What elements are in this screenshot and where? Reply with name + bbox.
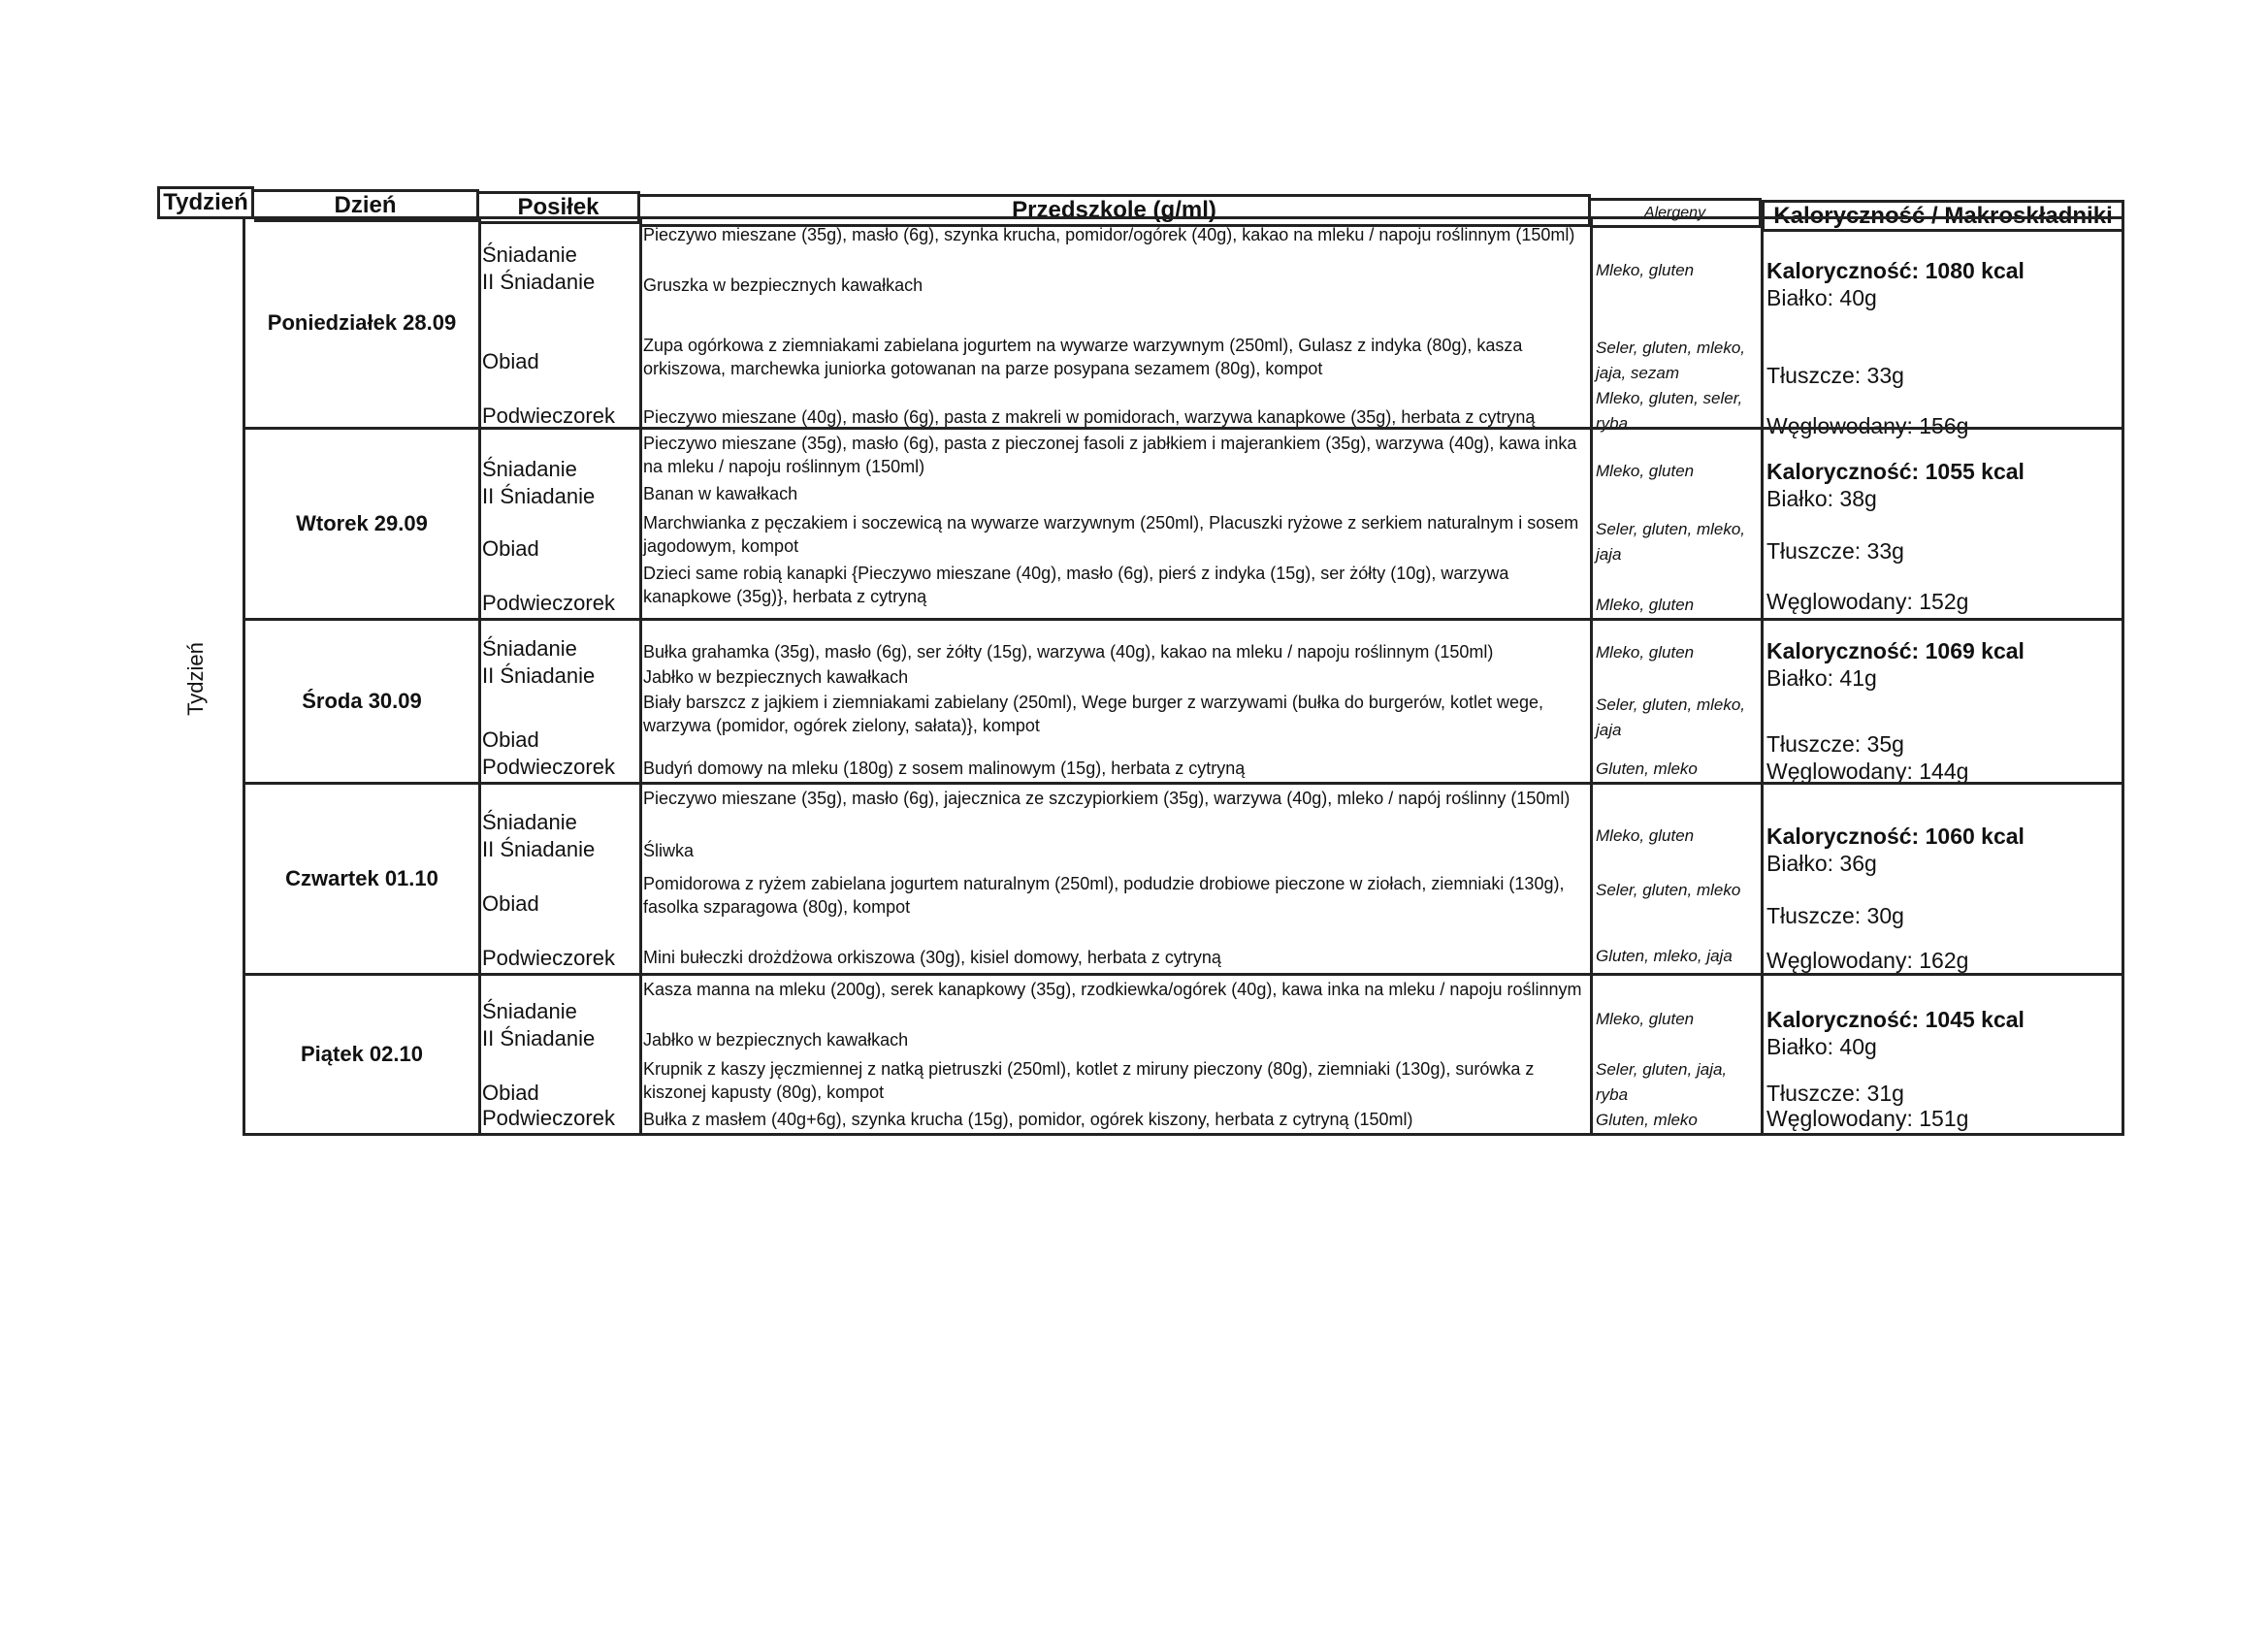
allergen-text: Mleko, gluten, seler, ryba (1596, 389, 1743, 433)
allergen-text: Seler, gluten, mleko (1596, 881, 1741, 899)
menu-item: Śliwka (643, 841, 695, 860)
menu-item: Pieczywo mieszane (35g), masło (6g), pasta z pieczonej fasoli z jabłkiem i majerankiem (35g), warzywa (40g), kawa inka na mleku / napoju roślinnym (150ml) (643, 434, 1577, 476)
day-name: Poniedziałek 28.09 (245, 219, 481, 427)
meal-column (478, 219, 642, 427)
meal-label: II Śniadanie (482, 663, 596, 688)
meal-label: Śniadanie (482, 636, 577, 661)
menu-item: Jabłko w bezpiecznych kawałkach (643, 667, 909, 687)
allergen-text: Seler, gluten, mleko, jaja (1596, 695, 1746, 739)
protein-value: Białko: 40g (1766, 285, 1877, 310)
allergens-column (1590, 219, 1764, 433)
allergen-text: Gluten, mleko (1596, 759, 1698, 778)
carbs-value: Węglowodany: 151g (1766, 1106, 1969, 1131)
menu-item: Pieczywo mieszane (35g), masło (6g), szynka krucha, pomidor/ogórek (40g), kakao na mleku / napoju roślinnym (150ml) (643, 225, 1575, 244)
meal-column (478, 621, 642, 782)
fat-value: Tłuszcze: 31g (1766, 1081, 1904, 1106)
menu-item: Pieczywo mieszane (35g), masło (6g), jajecznica ze szczypiorkiem (35g), warzywa (40g), mleko / napój roślinny (150ml) (643, 789, 1571, 808)
menu-item: Dzieci same robią kanapki {Pieczywo mieszane (40g), masło (6g), pierś z indyka (15g), ser żółty (10g), warzywa kanapkowe (35g)}, herbata z cytryną (643, 564, 1509, 606)
allergen-text: Gluten, mleko, jaja (1596, 947, 1733, 965)
allergens-column (1590, 430, 1764, 618)
menu-item: Gruszka w bezpiecznych kawałkach (643, 275, 923, 295)
menu-item: Marchwianka z pęczakiem i soczewicą na wywarze warzywnym (250ml), Placuszki ryżowe z serkiem naturalnym i sosem jagodowym, kompot (643, 513, 1579, 556)
day-name: Piątek 02.10 (245, 976, 481, 1133)
meal-label: Podwieczorek (482, 591, 615, 615)
carbs-value: Węglowodany: 156g (1766, 413, 1969, 438)
meal-column (478, 430, 642, 618)
menu-item: Krupnik z kaszy jęczmiennej z natką pietruszki (250ml), kotlet z miruny pieczony (80g), ziemniaki (130g), surówka z kiszonej kapusty (80g), kompot (643, 1059, 1535, 1102)
carbs-value: Węglowodany: 152g (1766, 589, 1969, 614)
allergens-column (1590, 621, 1764, 782)
menu-grid (243, 216, 2124, 1146)
menu-item: Pomidorowa z ryżem zabielana jogurtem naturalnym (250ml), podudzie drobiowe pieczone w ziołach, ziemniaki (130g), fasolka szparagowa (80g), kompot (643, 874, 1565, 917)
day-row-wednesday (243, 618, 2124, 785)
protein-value: Białko: 40g (1766, 1034, 1877, 1059)
menu-item: Zupa ogórkowa z ziemniakami zabielana jogurtem na wywarze warzywnym (250ml), Gulasz z indyka (80g), kasza orkiszowa, marchewka juniorka gotowanan na parze posypana sezamem (80g), kompot (643, 336, 1523, 378)
day-name: Środa 30.09 (245, 621, 481, 782)
header-menu: Przedszkole (g/ml) (640, 194, 1591, 227)
kcal-value: Kaloryczność: 1069 kcal (1766, 638, 2025, 663)
header-week: Tydzień (157, 186, 254, 219)
meal-label: Podwieczorek (482, 755, 615, 779)
meal-label: Obiad (482, 536, 539, 561)
meal-label: Śniadanie (482, 999, 577, 1023)
day-row-thursday (243, 782, 2124, 976)
meal-label: Śniadanie (482, 457, 577, 481)
nutrition-column (1761, 219, 2122, 438)
menu-item: Budyń domowy na mleku (180g) z sosem malinowym (15g), herbata z cytryną (643, 759, 1246, 778)
allergen-text: Gluten, mleko (1596, 1111, 1698, 1129)
meal-label: Obiad (482, 727, 539, 752)
meal-label: Śniadanie (482, 810, 577, 834)
menu-column (639, 219, 1593, 427)
protein-value: Białko: 41g (1766, 665, 1877, 691)
header-meal: Posiłek (479, 191, 640, 224)
allergen-text: Mleko, gluten (1596, 596, 1695, 614)
allergen-text: Seler, gluten, mleko, jaja, sezam (1596, 339, 1746, 382)
nutrition-column (1761, 621, 2122, 782)
allergen-text: Mleko, gluten (1596, 643, 1695, 662)
week-label: Tydzień (183, 642, 208, 716)
menu-column (639, 976, 1593, 1133)
nutrition-column (1761, 976, 2122, 1133)
day-name: Wtorek 29.09 (245, 430, 481, 618)
menu-item: Mini bułeczki drożdżowa orkiszowa (30g), kisiel domowy, herbata z cytryną (643, 948, 1221, 967)
meal-label: Podwieczorek (482, 946, 615, 970)
day-row-monday (243, 216, 2124, 438)
header-allergens: Alergeny (1591, 198, 1762, 228)
header-day: Dzień (254, 189, 479, 222)
day-row-friday (243, 973, 2124, 1136)
allergen-text: Mleko, gluten (1596, 261, 1695, 279)
meal-label: Podwieczorek (482, 404, 615, 428)
allergen-text: Seler, gluten, mleko, jaja (1596, 520, 1746, 564)
day-row-tuesday (243, 427, 2124, 621)
allergen-text: Mleko, gluten (1596, 462, 1695, 480)
allergen-text: Seler, gluten, jaja, ryba (1596, 1060, 1728, 1104)
menu-column (639, 430, 1593, 618)
kcal-value: Kaloryczność: 1055 kcal (1766, 459, 2025, 484)
allergen-text: Mleko, gluten (1596, 826, 1695, 845)
protein-value: Białko: 38g (1766, 486, 1877, 511)
nutrition-column (1761, 785, 2122, 973)
fat-value: Tłuszcze: 33g (1766, 363, 1904, 388)
allergens-column (1590, 785, 1764, 973)
meal-column (478, 976, 642, 1133)
allergen-text: Mleko, gluten (1596, 1010, 1695, 1028)
meal-column (478, 785, 642, 973)
day-name: Czwartek 01.10 (245, 785, 481, 973)
kcal-value: Kaloryczność: 1045 kcal (1766, 1007, 2025, 1032)
meal-label: Obiad (482, 891, 539, 916)
menu-column (639, 785, 1593, 973)
menu-item: Bułka z masłem (40g+6g), szynka krucha (15g), pomidor, ogórek kiszony, herbata z cytryną (150ml) (643, 1110, 1413, 1129)
allergens-column (1590, 976, 1764, 1133)
menu-item: Kasza manna na mleku (200g), serek kanapkowy (35g), rzodkiewka/ogórek (40g), kawa inka na mleku / napoju roślinnym (643, 980, 1582, 999)
menu-item: Jabłko w bezpiecznych kawałkach (643, 1030, 909, 1050)
nutrition-column (1761, 430, 2122, 618)
menu-column (639, 621, 1593, 782)
meal-label: Śniadanie (482, 242, 577, 267)
menu-item: Biały barszcz z jajkiem i ziemniakami zabielany (250ml), Wege burger z warzywami (bułka do burgerów, kotlet wege, warzywa (pomidor, ogórek zielony, sałata)}, kompot (643, 693, 1544, 735)
fat-value: Tłuszcze: 35g (1766, 731, 1904, 757)
fat-value: Tłuszcze: 30g (1766, 903, 1904, 928)
meal-label: II Śniadanie (482, 270, 596, 294)
meal-label: Podwieczorek (482, 1106, 615, 1130)
menu-item: Banan w kawałkach (643, 484, 798, 503)
header-nutrition: Kaloryczność / Makroskładniki (1762, 200, 2124, 232)
menu-item: Pieczywo mieszane (40g), masło (6g), pasta z makreli w pomidorach, warzywa kanapkowe (35g), herbata z cytryną (643, 407, 1536, 427)
meal-label: Obiad (482, 1081, 539, 1105)
meal-label: Obiad (482, 349, 539, 373)
kcal-value: Kaloryczność: 1060 kcal (1766, 824, 2025, 849)
menu-item: Bułka grahamka (35g), masło (6g), ser żółty (15g), warzywa (40g), kakao na mleku / napoju roślinnym (150ml) (643, 642, 1494, 662)
meal-label: II Śniadanie (482, 837, 596, 861)
meal-label: II Śniadanie (482, 1026, 596, 1050)
carbs-value: Węglowodany: 144g (1766, 759, 1969, 784)
carbs-value: Węglowodany: 162g (1766, 948, 1969, 973)
protein-value: Białko: 36g (1766, 851, 1877, 876)
meal-label: II Śniadanie (482, 484, 596, 508)
kcal-value: Kaloryczność: 1080 kcal (1766, 258, 2025, 283)
fat-value: Tłuszcze: 33g (1766, 538, 1904, 564)
